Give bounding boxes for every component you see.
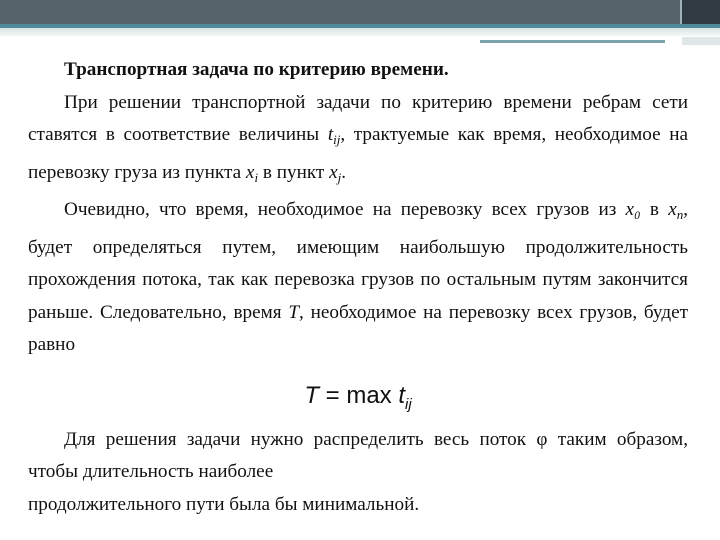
formula-t: t (398, 381, 406, 409)
paragraph-2 (28, 194, 688, 362)
var-t: t (327, 124, 334, 145)
accent-line (480, 40, 665, 43)
slide-heading: Транспортная задача по критерию времени. (64, 59, 449, 80)
p1-text-a: При решении транспортной задачи по критерию времени ребрам сети ставятся в соответствие величины (28, 91, 688, 145)
p2-text-c: , будет определяться путем, имеющим наибольшую продолжительность прохождения потока, так как перевозка грузов по остальным путям закончится раньше. Следовательно, время (28, 199, 689, 323)
accent-box (682, 37, 720, 45)
var-xi-sub: i (254, 169, 259, 185)
p1-text-b: , трактуемые как время, необходимое на перевозку груза из пункта (28, 124, 688, 183)
p2-text-b: в (640, 199, 669, 220)
p2-text-a: Очевидно, что время, необходимое на перевозку всех грузов из (64, 199, 626, 220)
p1-text-d: . (341, 161, 347, 183)
formula-t-sub: ij (405, 395, 412, 413)
paragraph-3 (28, 424, 688, 489)
slide-content (28, 54, 688, 521)
paragraph-3-end (28, 489, 688, 522)
formula-lhs: T (304, 381, 319, 409)
p1-text-c: в пункт (258, 161, 330, 183)
p3-line-2: продолжительного пути была бы минимальной. (28, 493, 420, 515)
var-T: T (288, 301, 300, 323)
formula (28, 376, 688, 416)
var-x0: x₀ (625, 199, 641, 220)
light-band (0, 28, 720, 36)
top-bar-dark-block (682, 0, 720, 24)
top-bar (0, 0, 720, 24)
paragraph-1 (28, 87, 688, 195)
p3-line-1: Для решения задачи нужно распределить весь поток φ таким образом, чтобы длительность наиболее (28, 428, 688, 482)
var-xn: x (668, 199, 677, 220)
var-xi: x (245, 161, 255, 183)
var-t-sub: ij (333, 132, 341, 147)
var-xn-sub: n (676, 207, 684, 222)
var-xj: x (329, 161, 338, 183)
formula-op: = max (318, 381, 399, 409)
var-xj-sub: j (337, 169, 342, 185)
p2-text-d: , необходимое на перевозку всех грузов, будет равно (28, 301, 688, 355)
